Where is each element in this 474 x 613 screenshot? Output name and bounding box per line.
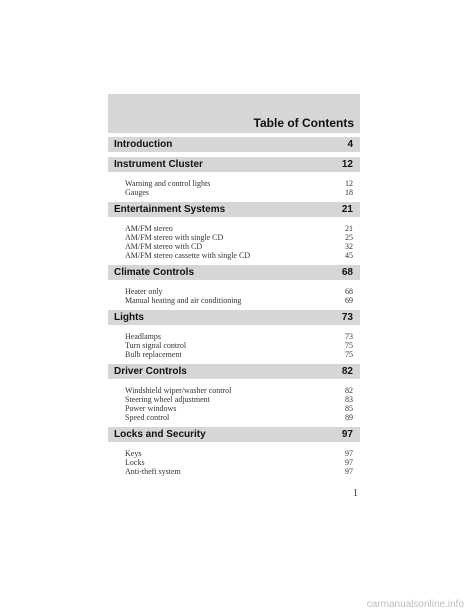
toc-entry[interactable] bbox=[125, 413, 353, 422]
toc-entry-label: Locks bbox=[125, 458, 145, 467]
toc-entry-label: Turn signal control bbox=[125, 341, 187, 350]
toc-entry[interactable] bbox=[125, 296, 353, 305]
section-title: Driver Controls bbox=[114, 366, 187, 377]
toc-entry[interactable] bbox=[125, 224, 353, 233]
toc-entry-label: Bulb replacement bbox=[125, 350, 182, 359]
section-heading[interactable] bbox=[108, 137, 360, 152]
section-heading[interactable] bbox=[108, 202, 360, 217]
toc-entry[interactable] bbox=[125, 386, 353, 395]
page-title: Table of Contents bbox=[253, 116, 354, 130]
toc-entry[interactable] bbox=[125, 233, 353, 242]
toc-entry[interactable] bbox=[125, 251, 353, 260]
section-items bbox=[108, 176, 360, 197]
section-page: 4 bbox=[347, 139, 353, 150]
section-title: Introduction bbox=[114, 139, 173, 150]
section-heading[interactable] bbox=[108, 427, 360, 442]
toc-entry-page: 25 bbox=[345, 233, 353, 242]
toc-section bbox=[108, 137, 360, 152]
toc-entry-page: 75 bbox=[345, 341, 353, 350]
toc-entry-label: AM/FM stereo cassette with single CD bbox=[125, 251, 251, 260]
toc-entry[interactable] bbox=[125, 332, 353, 341]
toc-entry-page: 97 bbox=[345, 449, 353, 458]
toc-header bbox=[108, 94, 360, 133]
toc-entry-page: 68 bbox=[345, 287, 353, 296]
toc-entry[interactable] bbox=[125, 341, 353, 350]
toc-entry-page: 45 bbox=[345, 251, 353, 260]
toc-entry[interactable] bbox=[125, 242, 353, 251]
toc-entry[interactable] bbox=[125, 395, 353, 404]
section-items bbox=[108, 329, 360, 359]
toc-entry[interactable] bbox=[125, 188, 353, 197]
section-page: 97 bbox=[341, 429, 353, 440]
toc-entry-page: 82 bbox=[345, 386, 353, 395]
toc-entry[interactable] bbox=[125, 350, 353, 359]
toc-section bbox=[108, 364, 360, 422]
toc-section bbox=[108, 157, 360, 197]
toc-entry-page: 83 bbox=[345, 395, 353, 404]
section-items bbox=[108, 446, 360, 476]
toc-entry-page: 89 bbox=[345, 413, 353, 422]
toc-entry-label: Keys bbox=[125, 449, 142, 458]
section-page: 21 bbox=[341, 204, 353, 215]
watermark-text: carmanualsonline.info bbox=[366, 599, 464, 610]
page-number: 1 bbox=[353, 488, 358, 499]
toc-entry-page: 18 bbox=[345, 188, 353, 197]
toc-entry-page: 75 bbox=[345, 350, 353, 359]
toc-entry-label: Gauges bbox=[125, 188, 149, 197]
toc-entry-label: AM/FM stereo with single CD bbox=[125, 233, 224, 242]
toc-entry-label: Steering wheel adjustment bbox=[125, 395, 210, 404]
section-items bbox=[108, 221, 360, 260]
toc-entry-page: 97 bbox=[345, 467, 353, 476]
section-title: Locks and Security bbox=[114, 429, 206, 440]
section-items bbox=[108, 383, 360, 422]
section-title: Entertainment Systems bbox=[114, 204, 226, 215]
toc-section bbox=[108, 310, 360, 359]
toc-entry-page: 21 bbox=[345, 224, 353, 233]
toc-entry-label: Windshield wiper/washer control bbox=[125, 386, 232, 395]
section-title: Lights bbox=[114, 312, 144, 323]
section-page: 68 bbox=[341, 267, 353, 278]
toc-entry-label: Anti-theft system bbox=[125, 467, 181, 476]
toc-entry-label: Manual heating and air conditioning bbox=[125, 296, 242, 305]
toc-entry-page: 73 bbox=[345, 332, 353, 341]
toc-entry-page: 85 bbox=[345, 404, 353, 413]
section-heading[interactable] bbox=[108, 310, 360, 325]
section-title: Instrument Cluster bbox=[114, 159, 203, 170]
toc-entry-page: 69 bbox=[345, 296, 353, 305]
toc-entry-label: Speed control bbox=[125, 413, 170, 422]
toc-entry[interactable] bbox=[125, 449, 353, 458]
toc-entry-page: 32 bbox=[345, 242, 353, 251]
toc-entry-page: 12 bbox=[345, 179, 353, 188]
toc-entry-page: 97 bbox=[345, 458, 353, 467]
section-page: 73 bbox=[341, 312, 353, 323]
toc-entry[interactable] bbox=[125, 179, 353, 188]
toc-entry-label: AM/FM stereo bbox=[125, 224, 173, 233]
toc-entry-label: Headlamps bbox=[125, 332, 161, 341]
section-title: Climate Controls bbox=[114, 267, 195, 278]
toc-entry[interactable] bbox=[125, 404, 353, 413]
toc-entry-label: Power windows bbox=[125, 404, 177, 413]
toc-section bbox=[108, 265, 360, 305]
section-heading[interactable] bbox=[108, 157, 360, 172]
toc-entry[interactable] bbox=[125, 287, 353, 296]
toc-entry-label: Warning and control lights bbox=[125, 179, 211, 188]
section-heading[interactable] bbox=[108, 265, 360, 280]
section-items bbox=[108, 284, 360, 305]
section-page: 12 bbox=[341, 159, 353, 170]
toc-entry[interactable] bbox=[125, 467, 353, 476]
toc-section-list bbox=[108, 137, 360, 481]
toc-entry-label: AM/FM stereo with CD bbox=[125, 242, 203, 251]
section-heading[interactable] bbox=[108, 364, 360, 379]
toc-section bbox=[108, 427, 360, 476]
section-page: 82 bbox=[341, 366, 353, 377]
toc-section bbox=[108, 202, 360, 260]
toc-entry-label: Heater only bbox=[125, 287, 163, 296]
toc-entry[interactable] bbox=[125, 458, 353, 467]
